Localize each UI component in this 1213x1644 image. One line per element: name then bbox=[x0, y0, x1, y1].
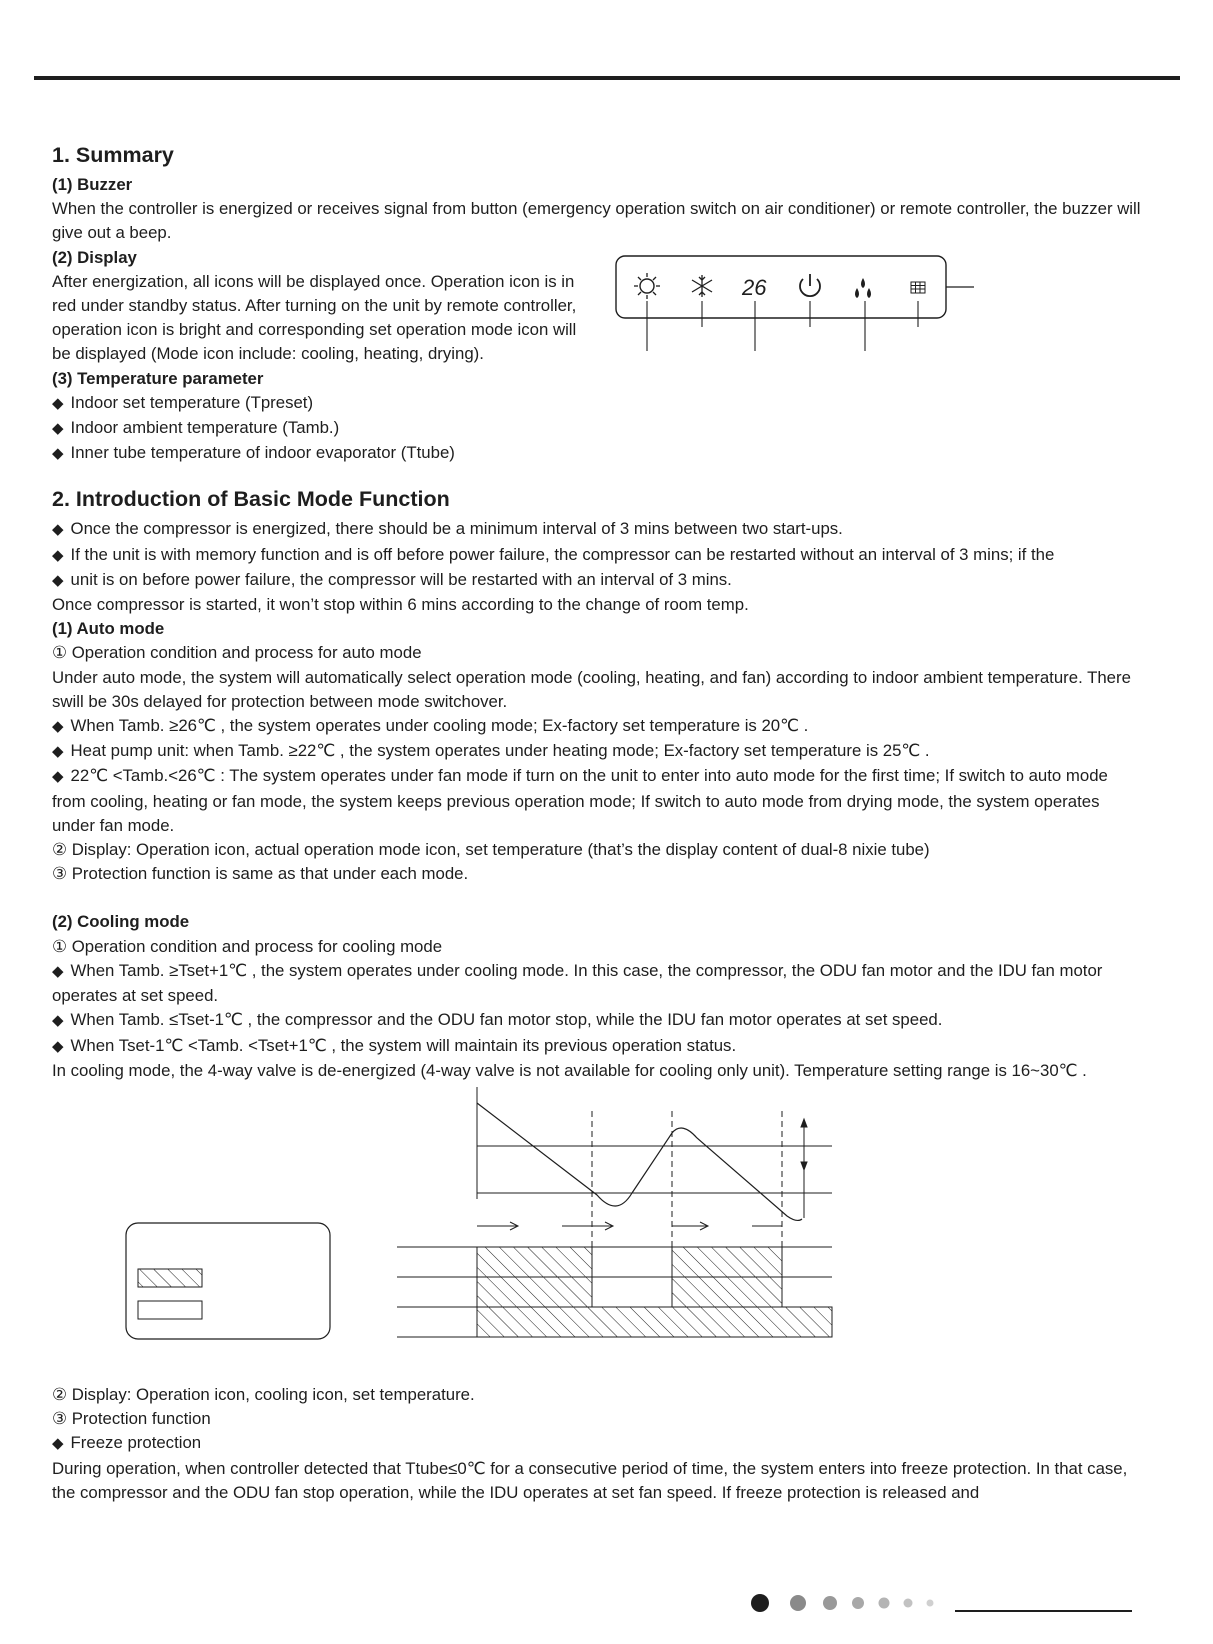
cooling-bullet: ◆ When Tamb. ≥Tset+1℃ , the system operates under cooling mode. In this case, the compressor, the ODU fan motor and the IDU fan motor operates at set speed. bbox=[52, 959, 1142, 1008]
footer-dot bbox=[751, 1594, 769, 1612]
cooling-item-1: ① Operation condition and process for cooling mode bbox=[52, 936, 443, 956]
temperature-heading: (3) Temperature parameter bbox=[52, 368, 264, 388]
footer-dot bbox=[927, 1600, 934, 1607]
top-rule bbox=[34, 76, 1180, 80]
cooling-bullet: ◆ When Tset-1℃ <Tamb. <Tset+1℃ , the system will maintain its previous operation status. bbox=[52, 1034, 1142, 1059]
freeze-protection-heading: ◆ Freeze protection bbox=[52, 1431, 1142, 1456]
footer-dot bbox=[879, 1598, 890, 1609]
display-panel-outline bbox=[616, 256, 946, 318]
auto-item-1: ① Operation condition and process for auto mode bbox=[52, 643, 422, 663]
cooling-item-3: ③ Protection function bbox=[52, 1409, 211, 1429]
intro-bullet: ◆ unit is on before power failure, the compressor will be restarted with an interval of 3 mins. bbox=[52, 568, 1142, 593]
intro-title: 2. Introduction of Basic Mode Function bbox=[52, 487, 450, 512]
footer-dot bbox=[823, 1596, 837, 1610]
auto-description: Under auto mode, the system will automatically select operation mode (cooling, heating, and fan) according to indoor ambient temperature. There swill be 30s delayed for protection between mode switchover. bbox=[52, 667, 1131, 711]
cooling-bullet: ◆ When Tamb. ≤Tset-1℃ , the compressor and the ODU fan motor stop, while the IDU fan motor operates at set speed. bbox=[52, 1008, 1142, 1033]
power-icon bbox=[800, 274, 820, 296]
auto-item-3: ③ Protection function is same as that under each mode. bbox=[52, 864, 469, 884]
footer-dot bbox=[790, 1595, 806, 1611]
footer-dot bbox=[852, 1597, 864, 1609]
grid-icon bbox=[911, 282, 925, 293]
temperature-item: ◆ Indoor ambient temperature (Tamb.) bbox=[52, 416, 1142, 441]
operation-bars bbox=[397, 1247, 832, 1337]
snowflake-icon bbox=[692, 275, 712, 297]
temperature-item: ◆ Indoor set temperature (Tpreset) bbox=[52, 391, 1142, 416]
buzzer-heading: (1) Buzzer bbox=[52, 175, 133, 194]
intro-bullet: ◆ If the unit is with memory function and is off before power failure, the compressor can be restarted without an interval of 3 mins; if the bbox=[52, 543, 1142, 568]
cooling-timing-diagram bbox=[52, 1083, 1142, 1383]
auto-item-2: ② Display: Operation icon, actual operation mode icon, set temperature (that’s the display content of dual-8 nixie tube) bbox=[52, 840, 930, 860]
cooling-item-2: ② Display: Operation icon, cooling icon, set temperature. bbox=[52, 1384, 475, 1404]
intro-bullet: ◆ Once the compressor is energized, there should be a minimum interval of 3 mins between two start-ups. bbox=[52, 517, 1142, 542]
temperature-item: ◆ Inner tube temperature of indoor evaporator (Ttube) bbox=[52, 441, 1142, 466]
sun-icon bbox=[634, 273, 660, 299]
page-content bbox=[52, 140, 1142, 1505]
cooling-mode-heading: (2) Cooling mode bbox=[52, 912, 190, 932]
auto-bullet: ◆ When Tamb. ≥26℃ , the system operates under cooling mode; Ex-factory set temperature is 20℃ . bbox=[52, 714, 1142, 739]
display-panel-figure bbox=[592, 246, 1142, 366]
time-arrows bbox=[477, 1222, 782, 1230]
display-text: After energization, all icons will be displayed once. Operation icon is in red under standby status. After turning on the unit by remote controller, operation icon is bright and corresponding set operation mode icon will be displayed (Mode icon include: cooling, heating, drying). bbox=[52, 271, 577, 364]
auto-bullet: ◆ Heat pump unit: when Tamb. ≥22℃ , the system operates under heating mode; Ex-factory set temperature is 25℃ . bbox=[52, 739, 1142, 764]
auto-mode-heading: (1) Auto mode bbox=[52, 619, 165, 639]
drying-icon bbox=[855, 278, 871, 298]
legend-box bbox=[126, 1223, 330, 1339]
page-footer-dots bbox=[750, 1588, 1190, 1618]
temperature-digits: 26 bbox=[742, 274, 767, 300]
freeze-protection-text: During operation, when controller detected that Ttube≤0℃ for a consecutive period of time, the system enters into freeze protection. In that case, the compressor and the ODU fan stop operation, while the IDU operates at set fan speed. If freeze protection is released and bbox=[52, 1458, 1128, 1502]
display-heading: (2) Display bbox=[52, 247, 137, 267]
auto-bullet: ◆ 22℃ <Tamb.<26℃ : The system operates under fan mode if turn on the unit to enter into auto mode for the first time; If switch to auto mode from cooling, heating or fan mode, the system keeps previous operation mode; If switch to auto mode from drying mode, the system operates under fan mode. bbox=[52, 764, 1142, 838]
cooling-note: In cooling mode, the 4-way valve is de-energized (4-way valve is not available for cooling only unit). Temperature setting range is 16~30℃ . bbox=[52, 1060, 1087, 1080]
hysteresis-marker bbox=[801, 1119, 807, 1218]
temperature-axis bbox=[477, 1087, 832, 1199]
phase-dividers bbox=[592, 1111, 782, 1253]
buzzer-text: When the controller is energized or receives signal from button (emergency operation switch on air conditioner) or remote controller, the buzzer will give out a beep. bbox=[52, 199, 1141, 243]
footer-dot bbox=[904, 1599, 913, 1608]
display-section bbox=[52, 246, 1142, 367]
room-temperature-curve bbox=[477, 1103, 802, 1220]
panel-leader-lines bbox=[647, 301, 918, 351]
intro-note: Once compressor is started, it won’t stop within 6 mins according to the change of room temp. bbox=[52, 595, 749, 615]
summary-title: 1. Summary bbox=[52, 143, 174, 167]
